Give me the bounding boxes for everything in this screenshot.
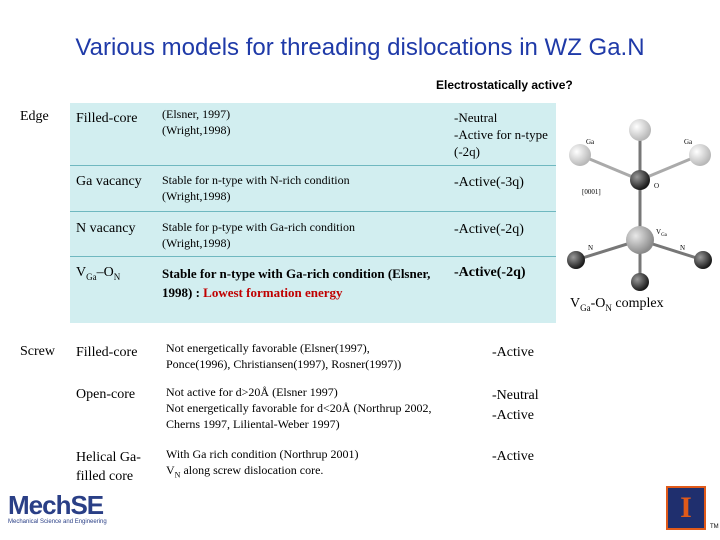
screw-model-open-core: Open-core	[76, 387, 136, 402]
edge-model-filled-core: Filled-core	[76, 111, 138, 126]
university-logo-letter: I	[680, 491, 692, 524]
label-ga-right: Ga	[684, 138, 693, 146]
electrostatic-header: Electrostatically active?	[436, 78, 573, 92]
caption-v: V	[570, 296, 581, 311]
label-vga-v: V	[656, 228, 662, 236]
helical-v: V	[166, 463, 175, 477]
vga-site	[626, 226, 654, 254]
screw-label: Screw	[20, 344, 55, 359]
figure-caption	[570, 296, 664, 313]
mechse-logo	[8, 492, 107, 525]
edge-activity-ga-vacancy: -Active(-3q)	[454, 175, 524, 190]
vga-on-ref-text: Stable for n-type with Ga-rich condition (Elsner, 1998) :	[162, 266, 431, 300]
row-divider	[70, 256, 556, 257]
o-atom	[630, 170, 650, 190]
screw-ref-open-core: Not active for d>20Å (Elsner 1997) Not energetically favorable for d<20Å (Northrup 2002, Cherns 1997, Liliental-Weber 1997)	[166, 385, 432, 431]
edge-model-ga-vacancy: Ga vacancy	[76, 174, 142, 189]
vga-on-v: V	[76, 265, 87, 280]
screw-activity-open-core: -Neutral -Active	[492, 388, 539, 423]
edge-model-vga-on	[76, 264, 120, 286]
edge-activity-vga-on: -Active(-2q)	[454, 265, 526, 280]
edge-model-n-vacancy: N vacancy	[76, 221, 136, 236]
helical-sub-n: N	[174, 470, 181, 480]
row-divider	[70, 211, 556, 212]
caption-tail: complex	[611, 296, 664, 311]
vga-on-o: –O	[96, 265, 114, 280]
n-atom-left	[567, 251, 585, 269]
screw-activity-helical: -Active	[492, 449, 534, 464]
n-atom-bottom	[631, 273, 649, 291]
edge-activity-n-vacancy: -Active(-2q)	[454, 222, 524, 237]
edge-activity-filled-core: -Neutral -Active for n-type (-2q)	[454, 110, 548, 159]
label-n-left: N	[588, 244, 594, 252]
screw-model-helical: Helical Ga-filled core	[76, 450, 141, 484]
lowest-energy-text: Lowest formation energy	[203, 285, 343, 300]
edge-ref-n-vacancy: Stable for p-type with Ga-rich condition (Wright,1998)	[162, 220, 355, 250]
row-divider	[70, 165, 556, 166]
ga-atom-top	[629, 119, 651, 141]
mechse-logo-wordmark: MechSE	[8, 490, 104, 520]
helical-rest: along screw dislocation core.	[180, 463, 324, 477]
n-atom-right	[694, 251, 712, 269]
label-direction: [0001]	[582, 188, 601, 196]
screw-ref-filled-core: Not energetically favorable (Elsner(1997), Ponce(1996), Christiansen(1997), Rosner(1997))	[166, 341, 402, 371]
vga-on-complex-figure	[558, 110, 718, 300]
screw-activity-filled-core: -Active	[492, 345, 534, 360]
label-ga-left: Ga	[586, 138, 595, 146]
edge-ref-filled-core: (Elsner, 1997) (Wright,1998)	[162, 107, 231, 137]
slide-title: Various models for threading dislocations in WZ Ga.N	[75, 34, 645, 61]
vga-on-sub-n: N	[113, 271, 121, 282]
label-vga-sub: Ga	[661, 233, 667, 238]
university-logo-block	[666, 486, 706, 530]
edge-ref-vga-on	[162, 264, 446, 302]
label-n-right: N	[680, 244, 686, 252]
screw-ref-helical	[166, 446, 358, 483]
mechse-logo-tagline: Mechanical Science and Engineering	[8, 519, 107, 525]
caption-sub-n: N	[605, 302, 612, 313]
label-o: O	[654, 182, 660, 190]
university-logo	[666, 486, 719, 530]
trademark-mark: TM	[710, 524, 719, 530]
helical-ref-line2	[166, 462, 358, 483]
ga-atom-right	[689, 144, 711, 166]
screw-model-filled-core: Filled-core	[76, 345, 138, 360]
ga-atom-left	[569, 144, 591, 166]
caption-sub-ga: Ga	[580, 302, 591, 313]
helical-ref-line1: With Ga rich condition (Northrup 2001)	[166, 447, 359, 461]
edge-label: Edge	[20, 109, 49, 124]
edge-ref-ga-vacancy: Stable for n-type with N-rich condition (Wright,1998)	[162, 173, 350, 203]
vga-on-sub-ga: Ga	[86, 271, 97, 282]
caption-o: -O	[590, 296, 606, 311]
